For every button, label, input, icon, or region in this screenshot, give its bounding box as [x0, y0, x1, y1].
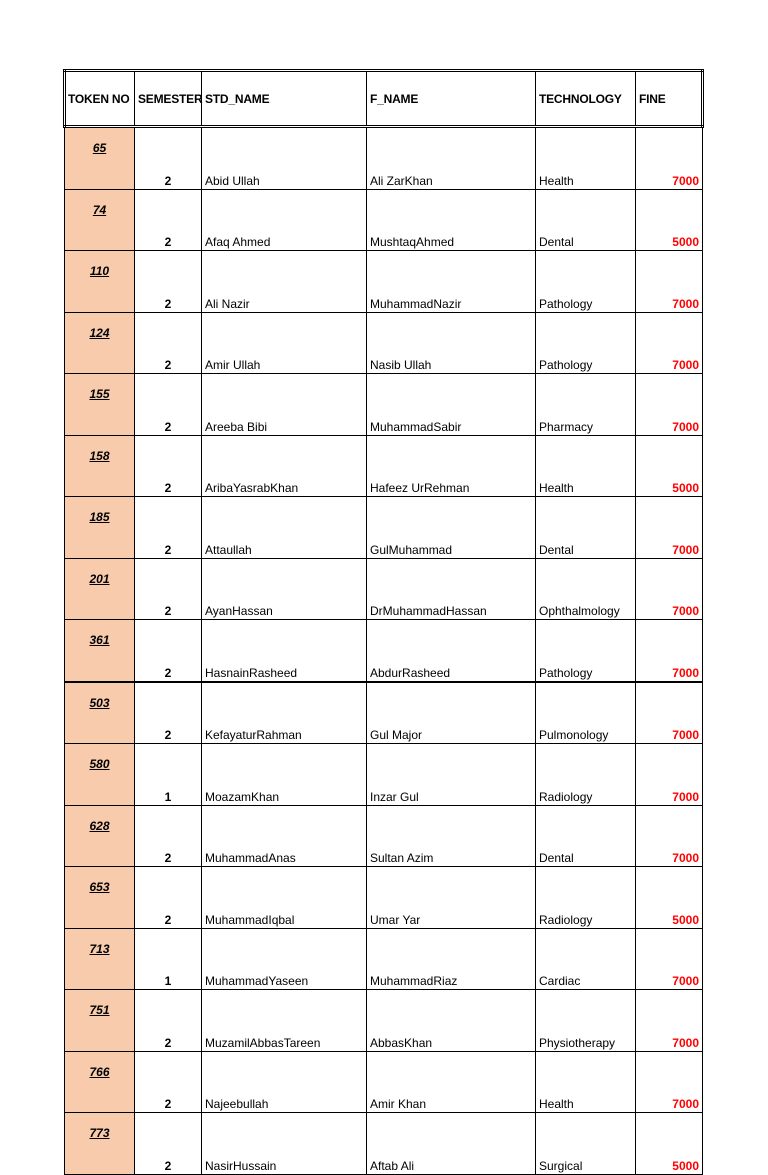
technology-cell: Health: [536, 1051, 636, 1113]
header-token-no: TOKEN NO: [65, 71, 135, 127]
token-cell: 580: [65, 744, 135, 806]
header-semester: SEMESTER: [135, 71, 202, 127]
technology-cell: Pulmonology: [536, 682, 636, 744]
fine-cell: 7000: [636, 805, 703, 867]
fine-cell: 7000: [636, 928, 703, 990]
header-row: [65, 71, 703, 127]
fine-cell: 7000: [636, 990, 703, 1052]
table-row: [65, 435, 703, 497]
semester-cell: 2: [135, 435, 202, 497]
fine-cell: 7000: [636, 558, 703, 620]
token-cell: 361: [65, 620, 135, 682]
semester-cell: 2: [135, 867, 202, 929]
father-name-cell: Inzar Gul: [367, 744, 536, 806]
semester-cell: 2: [135, 682, 202, 744]
semester-cell: 2: [135, 805, 202, 867]
father-name-cell: Hafeez UrRehman: [367, 435, 536, 497]
technology-cell: Pathology: [536, 312, 636, 374]
table-row: [65, 127, 703, 190]
technology-cell: Dental: [536, 805, 636, 867]
semester-cell: 2: [135, 374, 202, 436]
table-body: [65, 127, 703, 1175]
technology-cell: Pharmacy: [536, 374, 636, 436]
semester-cell: 2: [135, 620, 202, 682]
table-row: [65, 990, 703, 1052]
header-std-name: STD_NAME: [202, 71, 367, 127]
student-name-cell: Afaq Ahmed: [202, 189, 367, 251]
table-row: [65, 497, 703, 559]
technology-cell: Dental: [536, 189, 636, 251]
table-row: [65, 312, 703, 374]
semester-cell: 2: [135, 312, 202, 374]
father-name-cell: Amir Khan: [367, 1051, 536, 1113]
student-name-cell: Attaullah: [202, 497, 367, 559]
table-row: [65, 374, 703, 436]
spreadsheet: [63, 69, 701, 1175]
semester-cell: 2: [135, 1051, 202, 1113]
table-row: [65, 928, 703, 990]
father-name-cell: MuhammadSabir: [367, 374, 536, 436]
student-name-cell: AyanHassan: [202, 558, 367, 620]
father-name-cell: Aftab Ali: [367, 1113, 536, 1175]
token-cell: 124: [65, 312, 135, 374]
table-row: [65, 251, 703, 313]
technology-cell: Radiology: [536, 744, 636, 806]
header-fine: FINE: [636, 71, 703, 127]
father-name-cell: Umar Yar: [367, 867, 536, 929]
student-name-cell: Areeba Bibi: [202, 374, 367, 436]
student-name-cell: MuhammadAnas: [202, 805, 367, 867]
fine-cell: 7000: [636, 127, 703, 190]
student-name-cell: Najeebullah: [202, 1051, 367, 1113]
student-name-cell: Amir Ullah: [202, 312, 367, 374]
semester-cell: 2: [135, 189, 202, 251]
semester-cell: 2: [135, 1113, 202, 1175]
token-cell: 628: [65, 805, 135, 867]
token-cell: 503: [65, 682, 135, 744]
semester-cell: 2: [135, 558, 202, 620]
token-cell: 653: [65, 867, 135, 929]
fine-cell: 7000: [636, 312, 703, 374]
student-name-cell: Abid Ullah: [202, 127, 367, 190]
technology-cell: Dental: [536, 497, 636, 559]
student-name-cell: MuhammadYaseen: [202, 928, 367, 990]
student-name-cell: MuzamilAbbasTareen: [202, 990, 367, 1052]
father-name-cell: Nasib Ullah: [367, 312, 536, 374]
fine-cell: 7000: [636, 497, 703, 559]
father-name-cell: Gul Major: [367, 682, 536, 744]
father-name-cell: MuhammadRiaz: [367, 928, 536, 990]
technology-cell: Ophthalmology: [536, 558, 636, 620]
technology-cell: Pathology: [536, 251, 636, 313]
fine-cell: 5000: [636, 189, 703, 251]
table-row: [65, 682, 703, 744]
semester-cell: 2: [135, 497, 202, 559]
father-name-cell: Ali ZarKhan: [367, 127, 536, 190]
table-row: [65, 1113, 703, 1175]
token-cell: 713: [65, 928, 135, 990]
student-name-cell: HasnainRasheed: [202, 620, 367, 682]
student-name-cell: Ali Nazir: [202, 251, 367, 313]
technology-cell: Surgical: [536, 1113, 636, 1175]
technology-cell: Radiology: [536, 867, 636, 929]
semester-cell: 1: [135, 928, 202, 990]
table-row: [65, 1051, 703, 1113]
table-row: [65, 620, 703, 682]
technology-cell: Cardiac: [536, 928, 636, 990]
student-name-cell: NasirHussain: [202, 1113, 367, 1175]
table-row: [65, 189, 703, 251]
token-cell: 773: [65, 1113, 135, 1175]
fine-cell: 5000: [636, 867, 703, 929]
header-technology: TECHNOLOGY: [536, 71, 636, 127]
student-name-cell: AribaYasrabKhan: [202, 435, 367, 497]
fine-cell: 5000: [636, 435, 703, 497]
father-name-cell: DrMuhammadHassan: [367, 558, 536, 620]
fine-table: [63, 69, 704, 1175]
table-row: [65, 558, 703, 620]
table-row: [65, 744, 703, 806]
token-cell: 155: [65, 374, 135, 436]
father-name-cell: AbdurRasheed: [367, 620, 536, 682]
token-cell: 201: [65, 558, 135, 620]
technology-cell: Physiotherapy: [536, 990, 636, 1052]
semester-cell: 2: [135, 251, 202, 313]
father-name-cell: Sultan Azim: [367, 805, 536, 867]
semester-cell: 1: [135, 744, 202, 806]
father-name-cell: MushtaqAhmed: [367, 189, 536, 251]
token-cell: 110: [65, 251, 135, 313]
header-f-name: F_NAME: [367, 71, 536, 127]
technology-cell: Health: [536, 435, 636, 497]
father-name-cell: GulMuhammad: [367, 497, 536, 559]
token-cell: 65: [65, 127, 135, 190]
technology-cell: Health: [536, 127, 636, 190]
semester-cell: 2: [135, 990, 202, 1052]
student-name-cell: MoazamKhan: [202, 744, 367, 806]
student-name-cell: MuhammadIqbal: [202, 867, 367, 929]
father-name-cell: MuhammadNazir: [367, 251, 536, 313]
student-name-cell: KefayaturRahman: [202, 682, 367, 744]
fine-cell: 7000: [636, 1051, 703, 1113]
fine-cell: 7000: [636, 620, 703, 682]
table-row: [65, 805, 703, 867]
fine-cell: 7000: [636, 744, 703, 806]
token-cell: 766: [65, 1051, 135, 1113]
father-name-cell: AbbasKhan: [367, 990, 536, 1052]
semester-cell: 2: [135, 127, 202, 190]
token-cell: 751: [65, 990, 135, 1052]
fine-cell: 7000: [636, 682, 703, 744]
technology-cell: Pathology: [536, 620, 636, 682]
fine-cell: 5000: [636, 1113, 703, 1175]
fine-cell: 7000: [636, 251, 703, 313]
fine-cell: 7000: [636, 374, 703, 436]
token-cell: 74: [65, 189, 135, 251]
token-cell: 158: [65, 435, 135, 497]
token-cell: 185: [65, 497, 135, 559]
table-row: [65, 867, 703, 929]
